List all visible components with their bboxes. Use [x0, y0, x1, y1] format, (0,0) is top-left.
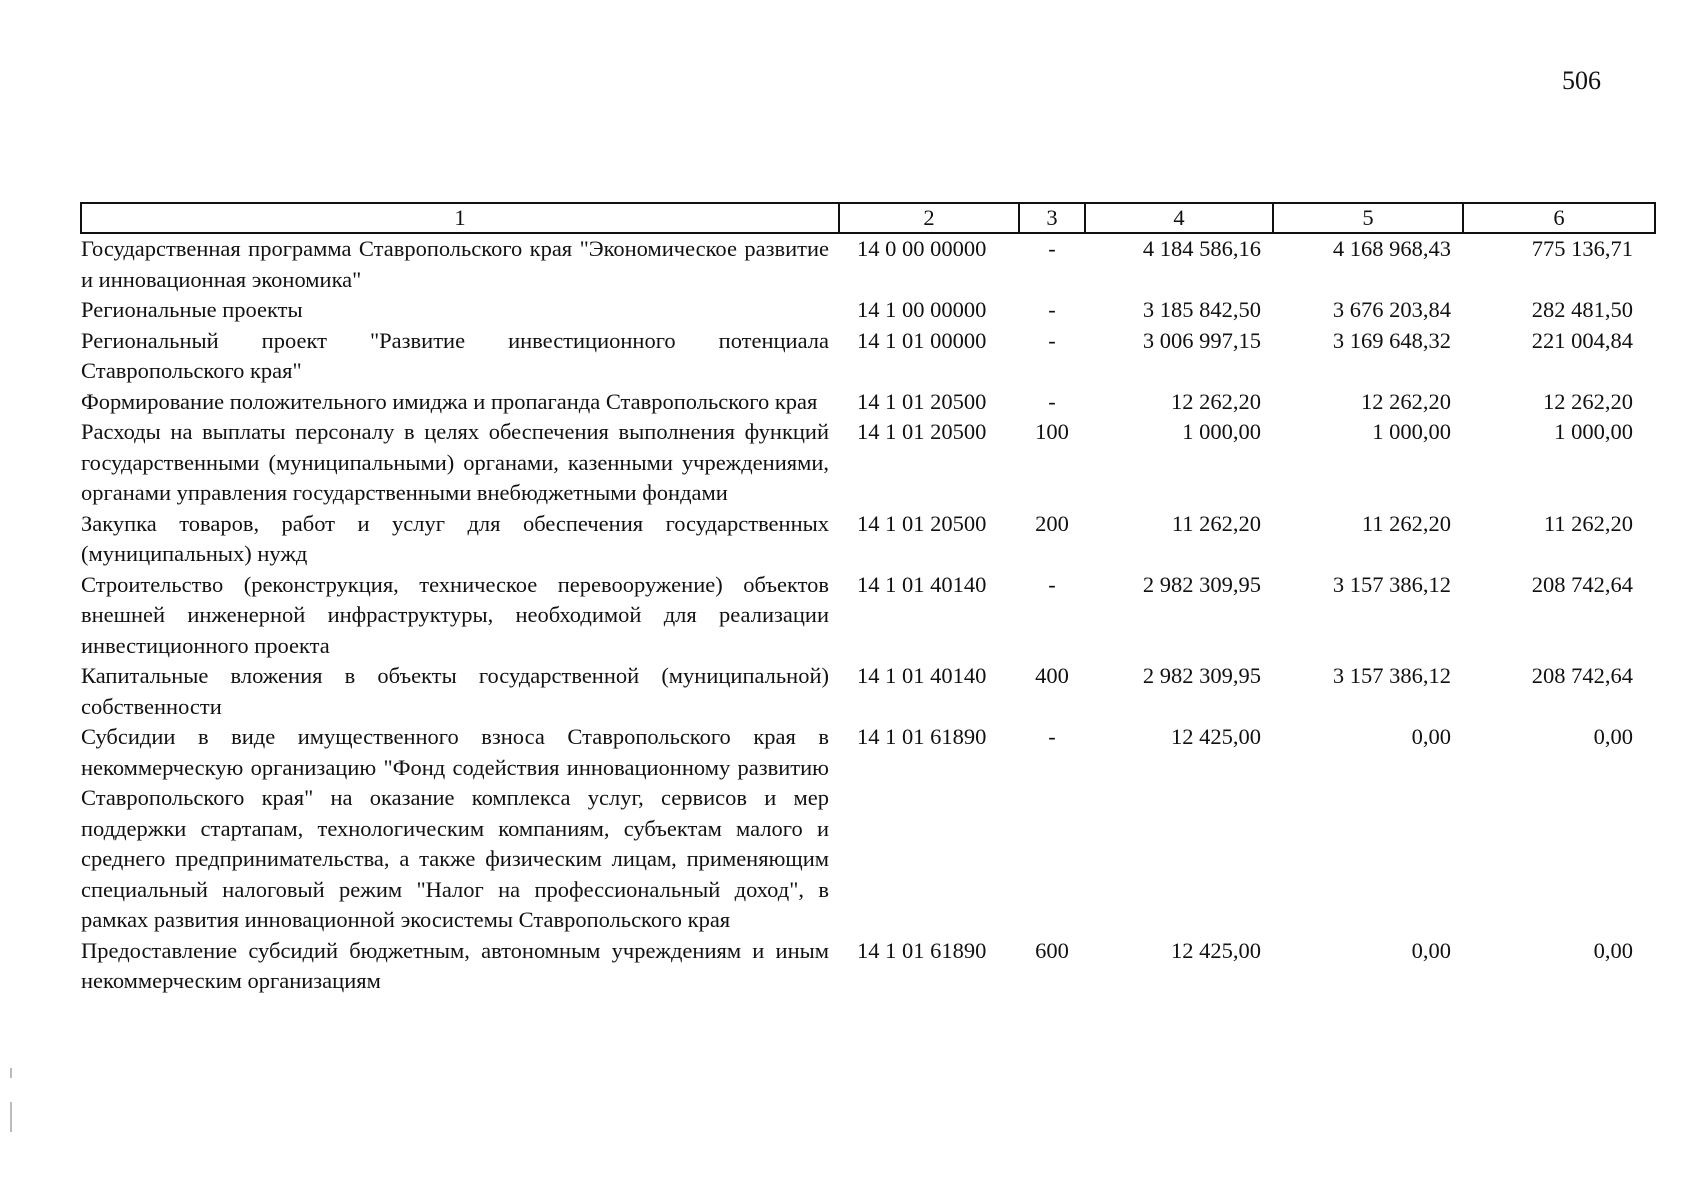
- header-cell-6: 6: [1463, 203, 1655, 233]
- row-value-4: 2 982 309,95: [1142, 663, 1261, 688]
- row-value-6: 221 004,84: [1531, 327, 1633, 353]
- table-row: [81, 509, 1655, 570]
- table-row: [81, 387, 1655, 418]
- row-expense-type: -: [1048, 724, 1056, 749]
- table-row: [81, 326, 1655, 387]
- table-row: [81, 936, 1655, 997]
- row-expense-type: -: [1048, 236, 1056, 261]
- row-value-6: 775 136,71: [1531, 236, 1633, 261]
- row-value-6: 208 742,64: [1531, 571, 1633, 597]
- row-expense-type: 400: [1035, 663, 1069, 688]
- row-expense-type: 200: [1035, 510, 1069, 536]
- row-expense-type: -: [1048, 388, 1056, 414]
- row-value-6: 1 000,00: [1554, 419, 1633, 444]
- header-cell-2: 2: [839, 203, 1019, 233]
- row-code: 14 1 00 00000: [857, 297, 987, 322]
- row-expense-type: -: [1048, 297, 1056, 322]
- table-row: [81, 233, 1655, 295]
- row-code: 14 1 01 40140: [857, 663, 987, 688]
- row-value-5: 4 168 968,43: [1332, 236, 1451, 261]
- row-code: 14 1 01 00000: [857, 327, 987, 353]
- row-name: Капитальные вложения в объекты государственной (муниципальной) собственности: [81, 663, 829, 719]
- row-name: Формирование положительного имиджа и пропаганда Ставропольского края: [81, 388, 818, 414]
- row-name: Субсидии в виде имущественного взноса Ставропольского края в некоммерческую организацию "Фонд содействия инновационному развитию Ставропольского края" на оказание комплекса услуг, сервисов и мер поддержки стартапам, технологическим компаниям, субъектам малого и среднего предпринимательства, а также физическим лицам, применяющим специальный налоговый режим "Налог на профессиональный доход", в рамках развития инновационной экосистемы Ставропольского края: [81, 724, 829, 932]
- row-value-5: 0,00: [1411, 724, 1451, 749]
- row-value-4: 12 425,00: [1171, 937, 1261, 963]
- row-value-4: 3 185 842,50: [1142, 297, 1261, 322]
- row-value-5: 12 262,20: [1361, 388, 1451, 414]
- table-body: [81, 233, 1655, 997]
- row-expense-type: -: [1048, 571, 1056, 597]
- row-value-4: 4 184 586,16: [1142, 236, 1261, 261]
- row-name: Государственная программа Ставропольского края "Экономическое развитие и инновационная экономика": [81, 236, 829, 292]
- row-value-4: 12 262,20: [1171, 388, 1261, 414]
- table-row: [81, 722, 1655, 936]
- row-value-4: 1 000,00: [1182, 419, 1261, 444]
- table-row: [81, 295, 1655, 326]
- row-code: 14 1 01 61890: [857, 724, 987, 749]
- row-value-5: 3 169 648,32: [1332, 327, 1451, 353]
- scan-margin-mark: [10, 1102, 12, 1132]
- row-name: Региональные проекты: [81, 297, 303, 322]
- row-value-5: 11 262,20: [1361, 510, 1451, 536]
- row-value-5: 1 000,00: [1372, 419, 1451, 444]
- header-cell-5: 5: [1273, 203, 1463, 233]
- header-row: [81, 203, 1655, 233]
- row-code: 14 1 01 20500: [857, 510, 987, 536]
- table-row: [81, 661, 1655, 722]
- row-code: 14 1 01 40140: [857, 571, 987, 597]
- row-value-6: 208 742,64: [1531, 663, 1633, 688]
- row-value-4: 3 006 997,15: [1142, 327, 1261, 353]
- scan-margin-mark: [10, 1068, 12, 1078]
- table-row: [81, 570, 1655, 662]
- row-code: 14 1 01 61890: [857, 937, 987, 963]
- budget-table: [80, 202, 1656, 997]
- row-expense-type: -: [1048, 327, 1056, 353]
- row-name: Закупка товаров, работ и услуг для обеспечения государственных (муниципальных) нужд: [81, 510, 829, 566]
- row-value-4: 12 425,00: [1171, 724, 1261, 749]
- row-value-4: 2 982 309,95: [1142, 571, 1261, 597]
- header-cell-1: 1: [81, 203, 839, 233]
- row-name: Региональный проект "Развитие инвестиционного потенциала Ставропольского края": [81, 327, 829, 383]
- row-value-4: 11 262,20: [1171, 510, 1261, 536]
- header-cell-3: 3: [1019, 203, 1085, 233]
- row-code: 14 0 00 00000: [857, 236, 987, 261]
- row-expense-type: 600: [1035, 937, 1069, 963]
- row-value-5: 3 157 386,12: [1332, 663, 1451, 688]
- row-value-6: 0,00: [1593, 937, 1633, 963]
- row-code: 14 1 01 20500: [857, 419, 987, 444]
- row-name: Расходы на выплаты персоналу в целях обеспечения выполнения функций государственными (муниципальными) органами, казенными учреждениями, органами управления государственными внебюджетными фондами: [81, 419, 829, 505]
- row-name: Строительство (реконструкция, техническое перевооружение) объектов внешней инженерной инфраструктуры, необходимой для реализации инвестиционного проекта: [81, 571, 829, 658]
- row-value-6: 282 481,50: [1531, 297, 1633, 322]
- row-code: 14 1 01 20500: [857, 388, 987, 414]
- row-value-5: 0,00: [1411, 937, 1451, 963]
- row-expense-type: 100: [1035, 419, 1069, 444]
- row-name: Предоставление субсидий бюджетным, автономным учреждениям и иным некоммерческим организациям: [81, 937, 829, 993]
- row-value-6: 11 262,20: [1543, 510, 1633, 536]
- table-header: [81, 203, 1655, 233]
- row-value-6: 12 262,20: [1543, 388, 1633, 414]
- row-value-6: 0,00: [1593, 724, 1633, 749]
- row-value-5: 3 157 386,12: [1332, 571, 1451, 597]
- header-cell-4: 4: [1085, 203, 1273, 233]
- row-value-5: 3 676 203,84: [1332, 297, 1451, 322]
- table-row: [81, 417, 1655, 509]
- page-number: 506: [1562, 66, 1601, 95]
